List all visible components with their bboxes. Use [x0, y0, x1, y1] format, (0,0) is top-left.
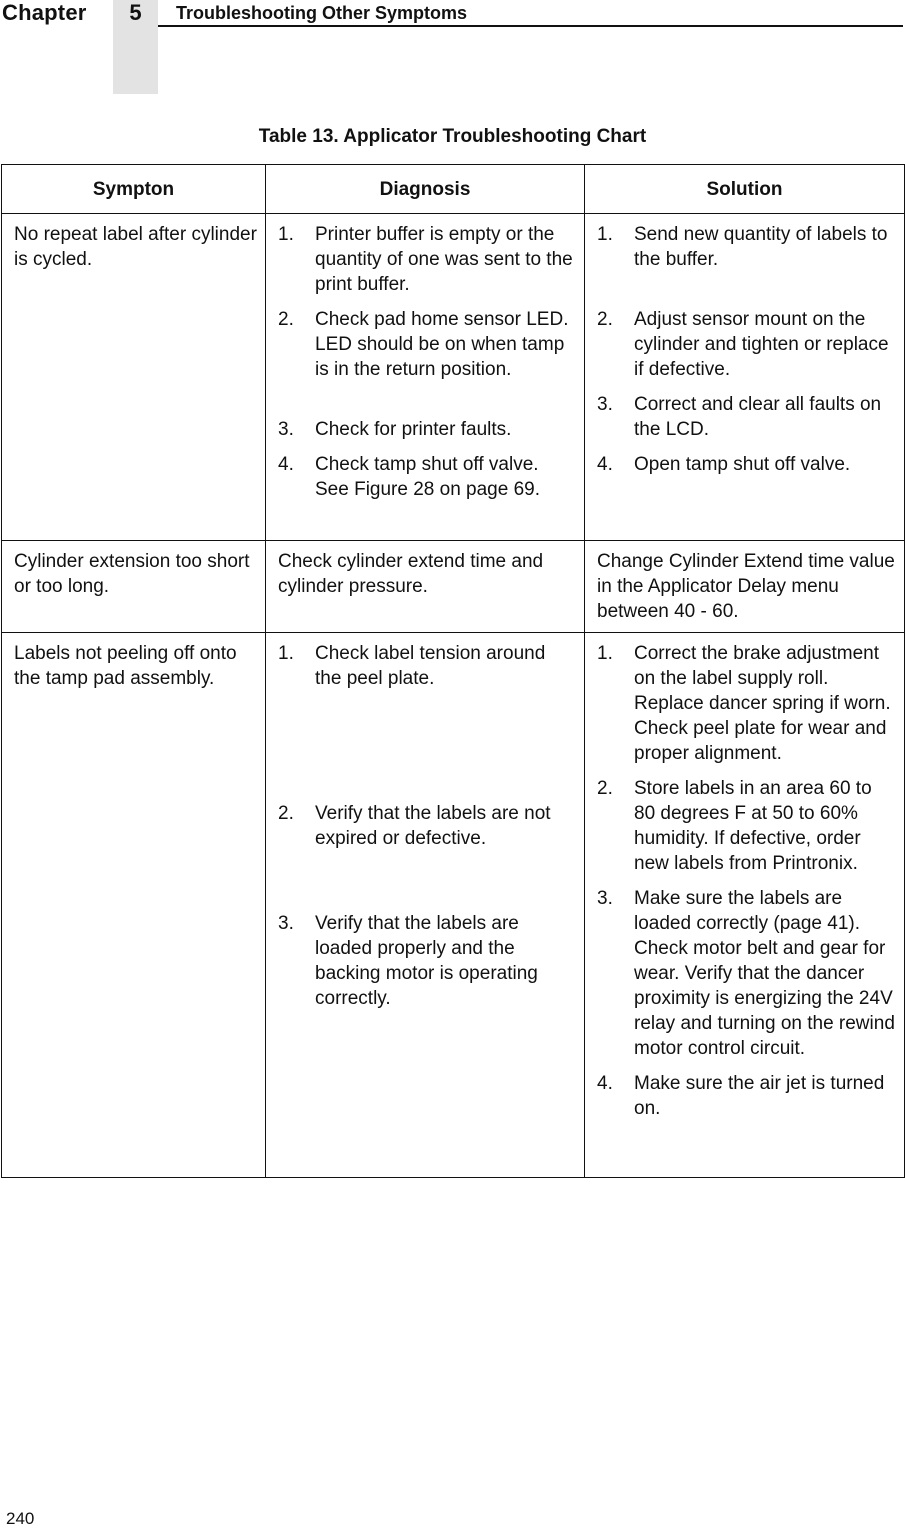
- step-number: 4.: [278, 454, 294, 475]
- solution-step: [597, 307, 896, 382]
- solution-step: [597, 641, 896, 766]
- step-number: 3.: [278, 913, 294, 934]
- diagnosis-cell: [266, 541, 585, 633]
- chapter-label: Chapter: [2, 0, 87, 25]
- step-text: Check for printer faults.: [315, 419, 512, 440]
- solution-cell: [585, 633, 905, 1178]
- section-title: Troubleshooting Other Symptoms: [176, 3, 468, 23]
- symptom-cell: [2, 214, 266, 541]
- troubleshooting-table: [1, 164, 905, 1178]
- step-text: Make sure the labels are loaded correctly (page 41). Check motor belt and gear for wear. Verify that the dancer proximity is energizing the 24V relay and turning on the rewind motor control circuit.: [634, 888, 895, 1059]
- symptom-cell: [2, 541, 266, 633]
- solution-cell: [585, 541, 905, 633]
- step-number: 3.: [597, 888, 613, 909]
- solution-text: Change Cylinder Extend time value in the Applicator Delay menu between 40 - 60.: [597, 551, 895, 622]
- step-text: Verify that the labels are not expired or defective.: [315, 803, 551, 849]
- column-header-diagnosis: Diagnosis: [266, 165, 585, 214]
- column-header-symptom: Sympton: [2, 165, 266, 214]
- step-text: Check pad home sensor LED. LED should be on when tamp is in the return position.: [315, 309, 569, 380]
- step-number: 1.: [597, 643, 613, 664]
- table-caption: Table 13. Applicator Troubleshooting Chart: [258, 126, 647, 147]
- chapter-tab: [113, 0, 158, 94]
- diagnosis-text: Check cylinder extend time and cylinder pressure.: [278, 551, 544, 597]
- solution-step: [597, 222, 896, 272]
- diagnosis-step: [278, 222, 576, 297]
- diagnosis-step: [278, 452, 576, 502]
- step-text: Send new quantity of labels to the buffer.: [634, 224, 888, 270]
- table-row: [2, 541, 905, 633]
- page-number: 240: [6, 1509, 35, 1528]
- diagnosis-step: [278, 307, 576, 382]
- step-text: Correct the brake adjustment on the label supply roll. Replace dancer spring if worn. Check peel plate for wear and proper alignment.: [634, 643, 891, 764]
- solution-step: [597, 392, 896, 442]
- page-header: [0, 0, 905, 95]
- chapter-number: 5: [129, 0, 142, 25]
- header-rule: [158, 25, 903, 27]
- step-text: Printer buffer is empty or the quantity of one was sent to the print buffer.: [315, 224, 573, 295]
- step-number: 1.: [597, 224, 613, 245]
- table-row: [2, 633, 905, 1178]
- step-text: Store labels in an area 60 to 80 degrees F at 50 to 60% humidity. If defective, order new labels from Printronix.: [634, 778, 872, 874]
- symptom-text: Cylinder extension too short or too long.: [14, 551, 250, 597]
- solution-cell: [585, 214, 905, 541]
- step-text: Correct and clear all faults on the LCD.: [634, 394, 882, 440]
- step-number: 2.: [597, 778, 613, 799]
- diagnosis-step: [278, 641, 576, 691]
- diagnosis-cell: [266, 214, 585, 541]
- step-number: 2.: [597, 309, 613, 330]
- diagnosis-step: [278, 801, 576, 851]
- symptom-cell: [2, 633, 266, 1178]
- diagnosis-step: [278, 417, 576, 442]
- step-number: 1.: [278, 224, 294, 245]
- step-number: 3.: [597, 394, 613, 415]
- solution-step: [597, 1071, 896, 1121]
- table-row: [2, 214, 905, 541]
- step-text: Check tamp shut off valve. See Figure 28 on page 69.: [315, 454, 541, 500]
- step-number: 4.: [597, 1073, 613, 1094]
- symptom-text: Labels not peeling off onto the tamp pad assembly.: [14, 643, 237, 689]
- step-number: 4.: [597, 454, 613, 475]
- step-number: 2.: [278, 309, 294, 330]
- diagnosis-cell: [266, 633, 585, 1178]
- step-number: 1.: [278, 643, 294, 664]
- symptom-text: No repeat label after cylinder is cycled.: [14, 224, 257, 270]
- column-header-solution: Solution: [585, 165, 905, 214]
- solution-step: [597, 452, 896, 477]
- step-number: 2.: [278, 803, 294, 824]
- step-text: Open tamp shut off valve.: [634, 454, 851, 475]
- step-text: Check label tension around the peel plate.: [315, 643, 546, 689]
- table-header-row: [2, 165, 905, 214]
- step-text: Adjust sensor mount on the cylinder and tighten or replace if defective.: [634, 309, 889, 380]
- step-number: 3.: [278, 419, 294, 440]
- solution-step: [597, 776, 896, 876]
- diagnosis-step: [278, 911, 576, 1011]
- step-text: Verify that the labels are loaded properly and the backing motor is operating correctly.: [315, 913, 538, 1009]
- solution-step: [597, 886, 896, 1061]
- step-text: Make sure the air jet is turned on.: [634, 1073, 885, 1119]
